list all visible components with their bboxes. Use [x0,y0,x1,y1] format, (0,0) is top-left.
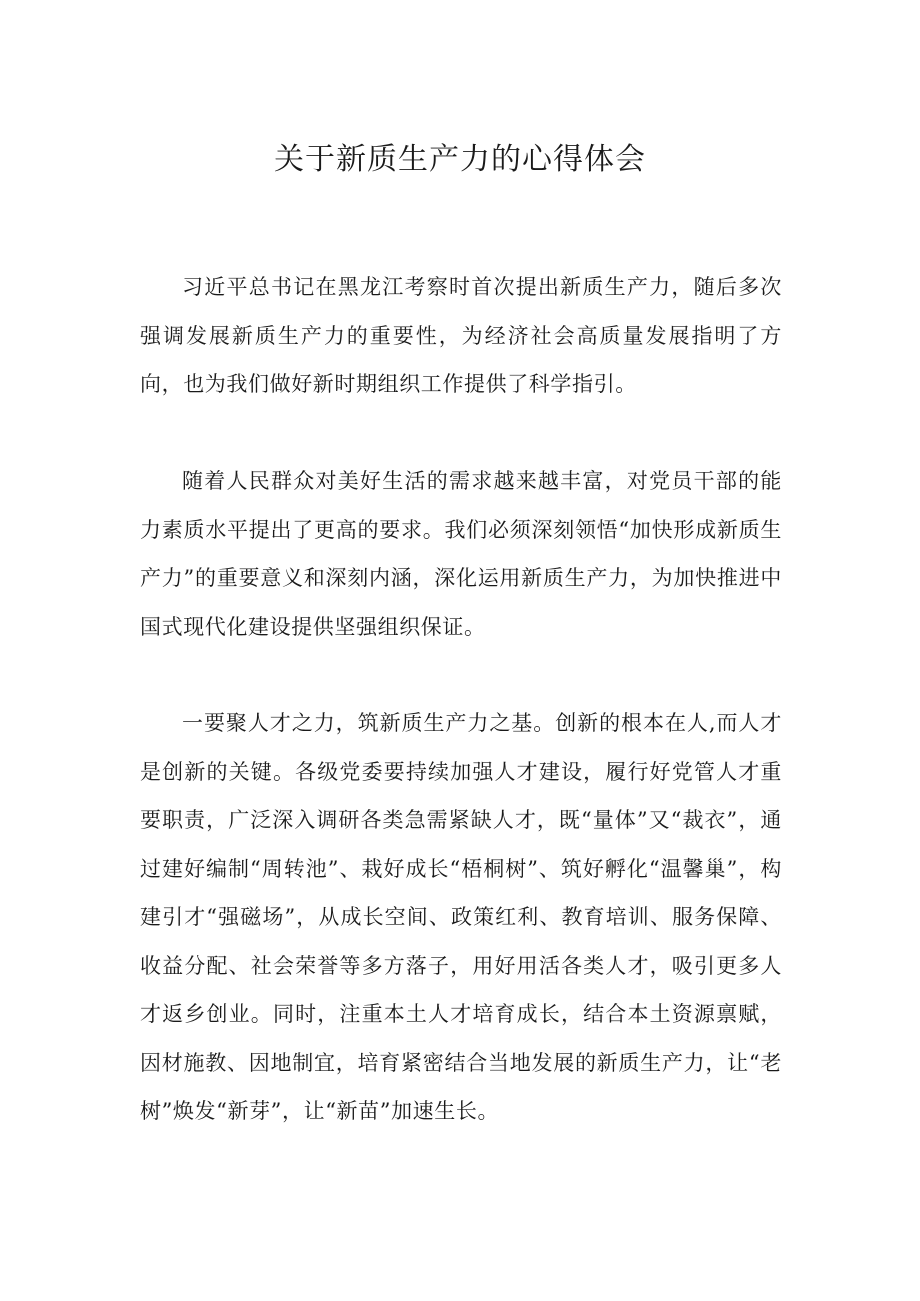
paragraph-requirements: 随着人民群众对美好生活的需求越来越丰富，对党员干部的能力素质水平提出了更高的要求。我们必须深刻领悟“加快形成新质生产力”的重要意义和深刻内涵，深化运用新质生产力，为加快推进中国式现代化建设提供坚强组织保证。 [140,469,782,639]
paragraph-intro: 习近平总书记在黑龙江考察时首次提出新质生产力，随后多次强调发展新质生产力的重要性，为经济社会高质量发展指明了方向，也为我们做好新时期组织工作提供了科学指引。 [140,275,782,396]
paragraph-talent: 一要聚人才之力，筑新质生产力之基。创新的根本在人,而人才是创新的关键。各级党委要持续加强人才建设，履行好党管人才重要职责，广泛深入调研各类急需紧缺人才，既“量体”又“裁衣”，通过建好编制“周转池”、栽好成长“梧桐树”、筑好孵化“温馨巢”，构建引才“强磁场”，从成长空间、政策红利、教育培训、服务保障、收益分配、社会荣誉等多方落子，用好用活各类人才，吸引更多人才返乡创业。同时，注重本土人才培育成长，结合本土资源禀赋，因材施教、因地制宜，培育紧密结合当地发展的新质生产力，让“老树”焕发“新芽”，让“新苗”加速生长。 [140,711,782,1123]
document-title: 关于新质生产力的心得体会 [274,142,646,177]
